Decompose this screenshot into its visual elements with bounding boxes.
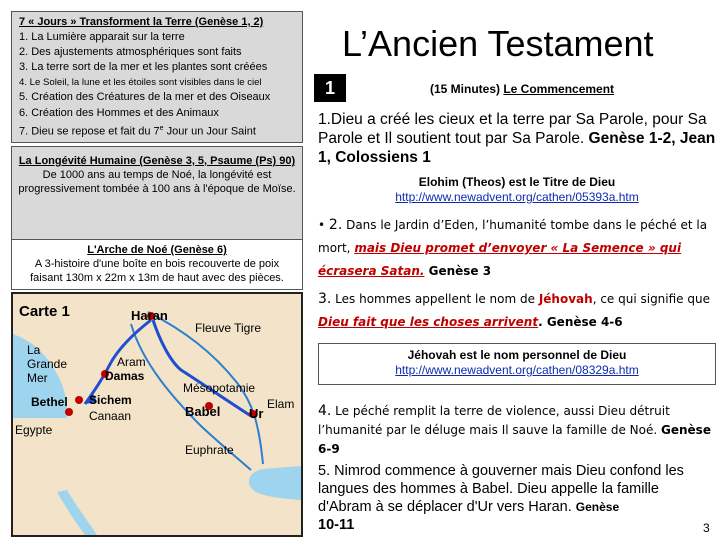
point-4: 4. Le péché remplit la terre de violence, aussi Dieu détruit l’humanité par le déluge mais Il sauve la famille de Noé. Genèse 6-9 <box>318 403 711 456</box>
map-1 <box>11 292 303 537</box>
map-title: Carte 1 <box>19 303 70 320</box>
page-number: 3 <box>703 521 710 535</box>
point-3: 3. Les hommes appellent le nom de Jéhovah, ce qui signifie que Dieu fait que les choses arrivent. Genèse 4-6 <box>318 291 710 329</box>
point-1: 1.Dieu a créé les cieux et la terre par Sa Parole, pour Sa Parole et Il soutient tout par Sa Parole. Genèse 1-2, Jean 1, Colossiens 1 <box>318 111 716 166</box>
label-fleuve-tigre: Fleuve Tigre <box>195 321 262 335</box>
ark-heading: L'Arche de Noé (Genèse 6) <box>87 244 227 256</box>
elohim-title: Elohim (Theos) est le Titre de Dieu <box>418 175 616 189</box>
section-number-badge: 1 <box>314 74 346 102</box>
label-euphrate: Euphrate <box>185 443 234 457</box>
label-elam: Elam <box>267 397 295 411</box>
city-dot-sichem <box>75 396 83 404</box>
creation-day-3: 3. La terre sort de la mer et les plantes sont créées <box>19 61 268 74</box>
label-sichem: Sichem <box>89 393 132 407</box>
jehovah-note <box>318 343 716 385</box>
ark-body: A 3-histoire d'une boîte en bois recouverte de poix faisant 130m x 22m x 13m de haut avec des pièces. <box>30 258 284 284</box>
label-grande: Grande <box>27 357 68 371</box>
longevity-body: De 1000 ans au temps de Noé, la longévité est progressivement tombée à 100 ans à l'époque de Moïse. <box>18 169 296 195</box>
creation-days-box <box>11 11 303 143</box>
jehovah-link[interactable]: http://www.newadvent.org/cathen/08329a.htm <box>395 363 639 377</box>
label-canaan: Canaan <box>89 409 132 423</box>
page-title: L’Ancien Testament <box>342 23 654 64</box>
label-bethel: Bethel <box>31 395 68 409</box>
creation-days-heading: 7 « Jours » Transforment la Terre (Genèse 1, 2) <box>19 16 264 28</box>
label-mesopotamie: Mésopotamie <box>183 381 256 395</box>
label-aram: Aram <box>117 355 146 369</box>
elohim-note <box>318 175 716 205</box>
creation-day-4: 4. Le Soleil, la lune et les étoiles sont visibles dans le ciel <box>19 77 262 89</box>
ark-box <box>11 240 303 290</box>
longevity-heading: La Longévité Humaine (Genèse 3, 5, Psaume (Ps) 90) <box>18 155 296 167</box>
longevity-box <box>11 146 303 240</box>
point-5: 5. Nimrod commence à gouverner mais Dieu confond les langues des hommes à Babel. Dieu appelle la famille d'Abram à se déplacer d'Ur vers Haran. Genèse 10-11 <box>318 463 684 533</box>
jehovah-title: Jéhovah est le nom personnel de Dieu <box>407 348 627 362</box>
map-graphic <box>13 294 301 535</box>
label-mer: Mer <box>27 371 48 385</box>
label-ur: Ur <box>249 406 264 421</box>
label-babel: Babel <box>185 404 221 419</box>
label-damas: Damas <box>105 369 145 383</box>
creation-day-5: 5. Création des Créatures de la mer et des Oiseaux <box>19 91 271 104</box>
creation-day-6: 6. Création des Hommes et des Animaux <box>19 106 219 119</box>
creation-day-2: 2. Des ajustements atmosphériques sont faits <box>19 46 242 59</box>
creation-day-1: 1. La Lumière apparait sur la terre <box>19 31 185 44</box>
elohim-link[interactable]: http://www.newadvent.org/cathen/05393a.htm <box>395 190 639 204</box>
label-egypte: Egypte <box>15 423 53 437</box>
creation-day-7: 7. Dieu se repose et fait du 7e Jour un Jour Saint <box>19 124 256 138</box>
label-haran: Haran <box>131 308 168 323</box>
label-la: La <box>27 343 41 357</box>
section-subtitle: (15 Minutes) Le Commencement <box>430 82 615 96</box>
point-2: • 2. Dans le Jardin d’Eden, l’humanité tombe dans le péché et la mort, mais Dieu promet d’envoyer « La Semence » qui écrasera Satan. Genèse 3 <box>318 217 708 278</box>
city-dot-bethel <box>65 408 73 416</box>
